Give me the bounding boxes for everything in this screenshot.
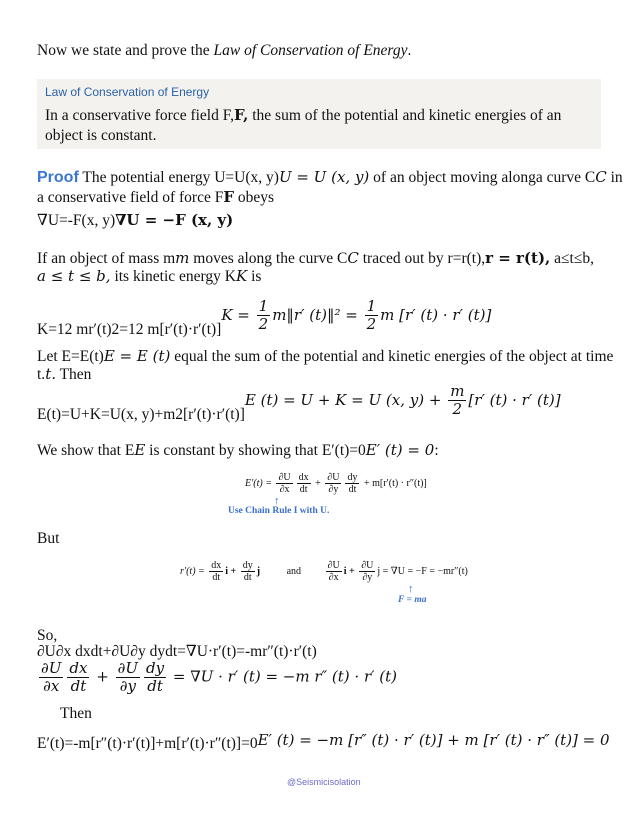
- but-num-4: ∂U: [361, 560, 374, 571]
- so-equation: [37, 660, 397, 695]
- derivative-equation: [245, 472, 427, 495]
- proof-text-1a: The potential energy U=U(x, y): [78, 169, 279, 186]
- but-text: But: [37, 530, 60, 547]
- math-t: t.: [45, 365, 56, 383]
- show-line: [37, 440, 439, 461]
- but-dy-dt: [241, 560, 255, 583]
- time-line: [37, 364, 91, 385]
- theorem-box: [37, 79, 601, 149]
- time-text: t.: [37, 366, 46, 383]
- theorem-math-F: F,: [233, 106, 249, 124]
- but-den-4: ∂y: [362, 572, 373, 583]
- deriv-num-4: dy: [347, 472, 358, 483]
- so-den-2: dt: [70, 677, 87, 695]
- but-dU-dy: [359, 560, 375, 583]
- e-num: m: [450, 382, 465, 400]
- proof-text-4b: moves along the curve C: [189, 250, 348, 267]
- math-m: m: [175, 249, 190, 267]
- intro-line: [37, 41, 411, 61]
- deriv-lhs: E′(t) =: [245, 477, 272, 489]
- but-dU-dx: [326, 560, 342, 583]
- fma-text: F = ma: [398, 595, 427, 605]
- math-E-prime: E′ (t) = 0: [365, 441, 435, 459]
- but-den-2: dt: [243, 572, 252, 583]
- energy-line: [37, 382, 561, 423]
- but-line: [37, 529, 59, 549]
- but-i-2: i +: [343, 565, 355, 577]
- e-frac: [448, 383, 466, 418]
- show-text-a: We show that E: [37, 442, 135, 459]
- deriv-num-2: dx: [298, 472, 309, 483]
- deriv-den-2: dt: [299, 484, 308, 495]
- theorem-title: Law of Conservation of Energy: [45, 85, 210, 99]
- math-U-def: U = U (x, y): [278, 168, 370, 186]
- but-equation: [180, 560, 468, 583]
- e-end: [r′ (t) · r′ (t)]: [468, 390, 561, 409]
- gradient-line: [37, 210, 233, 231]
- so-dU-dy: [116, 660, 140, 695]
- proof-text-2b: obeys: [234, 189, 275, 206]
- energy-def-text-a: Let E=E(t): [37, 348, 104, 365]
- k-num-2: 1: [366, 297, 377, 315]
- so-plus: +: [96, 667, 109, 686]
- proof-text-4a: If an object of mass m: [37, 250, 176, 267]
- intro-law-name: Law of Conservation of Energy: [213, 42, 408, 59]
- but-j: j: [256, 565, 261, 577]
- final-text: E′(t)=-m[r″(t)·r′(t)]+m[r′(t)·r″(t)]=0: [37, 735, 258, 752]
- k-frac-2: [365, 298, 379, 333]
- energy-formula: [244, 382, 561, 418]
- deriv-den-4: dt: [348, 484, 357, 495]
- gradient-text: ∇U=-F(x, y): [37, 212, 116, 229]
- show-colon: :: [434, 442, 439, 459]
- deriv-end: + m[r′(t) · r″(t)]: [363, 477, 427, 489]
- deriv-num-1: ∂U: [278, 472, 291, 483]
- math-K: K: [235, 267, 248, 285]
- then-text-2: Then: [60, 705, 92, 722]
- deriv-den-3: ∂y: [328, 484, 339, 495]
- then-text: Then: [55, 366, 92, 383]
- theorem-text-2: the sum of the potential and kinetic energies of an object is constant.: [45, 107, 562, 144]
- e-den: 2: [452, 400, 463, 418]
- kinetic-formula: [221, 297, 492, 333]
- deriv-den-1: ∂x: [279, 484, 290, 495]
- but-rhs: j = ∇U = −F = −mr″(t): [377, 565, 468, 577]
- but-dx-dt: [209, 560, 223, 583]
- but-i: i +: [225, 565, 237, 577]
- k-lhs: K =: [221, 305, 255, 324]
- but-num-3: ∂U: [327, 560, 340, 571]
- chain-note-text: Use Chain Rule I with U.: [228, 506, 330, 516]
- so-num-2: dx: [69, 659, 88, 677]
- k-den: 2: [258, 315, 269, 333]
- math-interval: a ≤ t ≤ b,: [37, 267, 111, 285]
- so-num-4: dy: [146, 659, 165, 677]
- k-mid: m‖r′ (t)‖² =: [272, 305, 363, 324]
- so-dx-dt: [67, 660, 89, 695]
- so-dy-dt: [144, 660, 166, 695]
- k-num: 1: [258, 297, 269, 315]
- but-den-3: ∂x: [328, 572, 339, 583]
- but-and: and: [286, 565, 302, 577]
- fma-note: [398, 592, 426, 606]
- math-E: E: [134, 441, 146, 459]
- intro-period: .: [407, 42, 412, 59]
- so-num-3: ∂U: [117, 659, 139, 677]
- but-den-1: dt: [212, 572, 221, 583]
- deriv-dy-dt: [345, 472, 359, 495]
- fma-arrow-glyph: ↑: [408, 583, 414, 595]
- so-num-1: ∂U: [41, 659, 62, 677]
- math-E-def: E = E (t): [103, 347, 171, 365]
- proof-text-4c: traced out by r=r(t),: [358, 250, 486, 267]
- deriv-dU-dy: [325, 472, 341, 495]
- proof-label: Proof: [37, 169, 79, 186]
- proof-line-2: [37, 187, 274, 208]
- e-lhs: E (t) = U + K = U (x, y) +: [244, 390, 447, 409]
- footer-watermark: @Seismicisolation: [287, 777, 361, 787]
- proof-line-1: [37, 167, 623, 188]
- k-den-2: 2: [366, 315, 377, 333]
- math-r: r = r(t),: [485, 249, 551, 267]
- proof-text-1b: of an object moving alonga curve C: [369, 169, 596, 186]
- math-C2: C: [347, 249, 359, 267]
- show-text-b: is constant by showing that E′(t)=0: [145, 442, 366, 459]
- but-num-2: dy: [242, 560, 253, 571]
- proof-text-2a: a conservative field of force F: [37, 189, 224, 206]
- math-F: F: [223, 188, 235, 206]
- k-frac-1: [257, 298, 271, 333]
- kinetic-line: [37, 297, 492, 338]
- but-num-1: dx: [211, 560, 222, 571]
- so-text: So,: [37, 627, 58, 644]
- proof-line-5: [37, 266, 261, 287]
- theorem-statement: [45, 105, 595, 146]
- chain-arrow-glyph: ↑: [274, 495, 280, 507]
- deriv-num-3: ∂U: [327, 472, 340, 483]
- math-C: C: [595, 168, 607, 186]
- energy-def-line: [37, 346, 613, 367]
- so-end: = ∇U · r′ (t) = −m r″ (t) · r′ (t): [172, 667, 398, 686]
- so-den-4: dt: [147, 677, 163, 695]
- deriv-dU-dx: [276, 472, 292, 495]
- proof-text-5c: is: [247, 268, 262, 285]
- theorem-text-1: In a conservative force field F,: [45, 107, 234, 124]
- so-dU-dx: [39, 660, 63, 695]
- intro-text: Now we state and prove the: [37, 42, 214, 59]
- deriv-plus: +: [315, 477, 321, 489]
- final-line: [37, 733, 610, 754]
- math-gradient: ∇U = −F (x, y): [115, 211, 234, 229]
- k-end: m [r′ (t) · r′ (t)]: [380, 305, 492, 324]
- but-lhs: r′(t) =: [180, 565, 205, 577]
- then-line: [60, 704, 92, 724]
- chain-rule-note: [228, 503, 329, 517]
- energy-def-text-b: equal the sum of the potential and kinetic energies of the object at time: [170, 348, 614, 365]
- proof-text-4d: a≤t≤b,: [550, 250, 594, 267]
- proof-text-5b: its kinetic energy K: [110, 268, 236, 285]
- final-formula: E′ (t) = −m [r″ (t) · r′ (t)] + m [r′ (t) · r″ (t)] = 0: [257, 731, 610, 749]
- so-plain-text: ∂U∂x dxdt+∂U∂y dydt=∇U·r′(t)=-mr″(t)·r′(t): [37, 643, 317, 660]
- energy-text: E(t)=U+K=U(x, y)+m2[r′(t)·r′(t)]: [37, 405, 245, 423]
- so-den-3: ∂y: [119, 677, 136, 695]
- proof-text-1c: in: [606, 169, 623, 186]
- deriv-dx-dt: [297, 472, 311, 495]
- kinetic-text: K=12 mr′(t)2=12 m[r′(t)·r′(t)]: [37, 320, 222, 338]
- so-den-1: ∂x: [43, 677, 60, 695]
